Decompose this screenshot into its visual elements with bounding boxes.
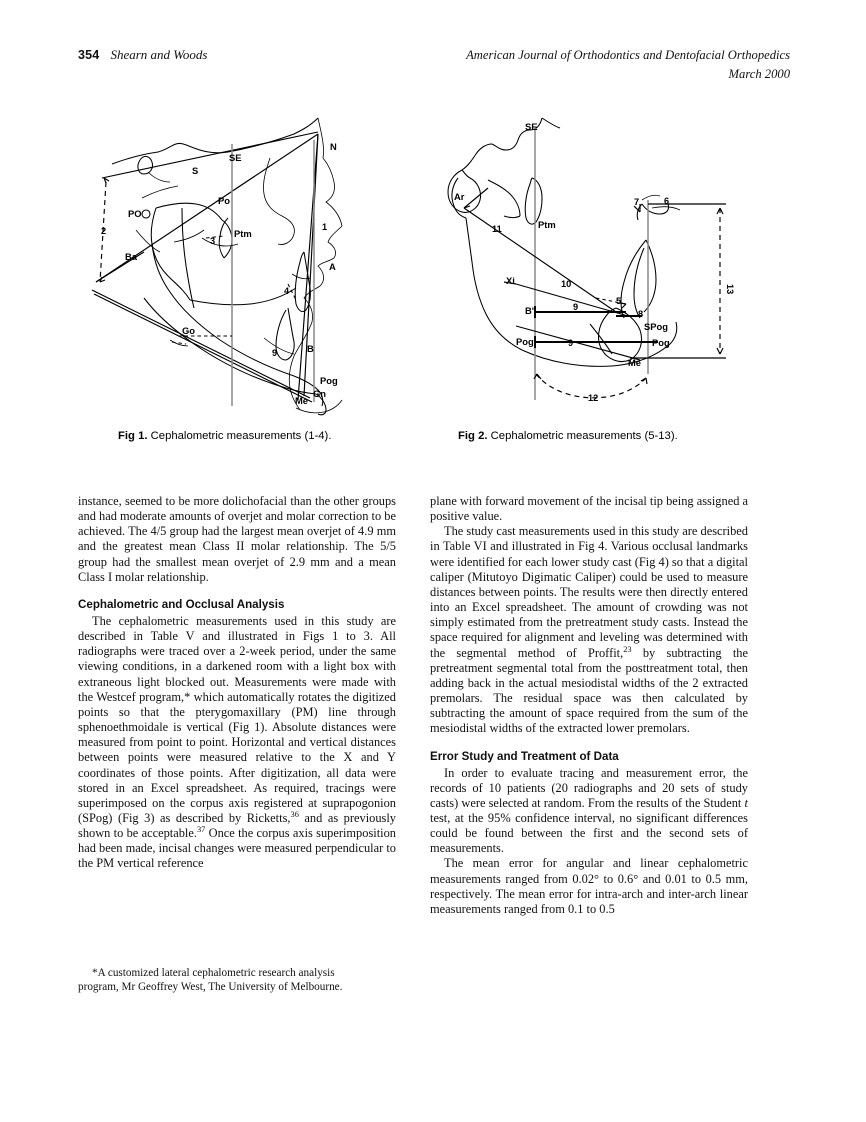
running-head-right bbox=[466, 46, 790, 84]
fig1-number-9: 9 bbox=[272, 348, 278, 358]
figure-2-caption bbox=[458, 430, 678, 442]
para-part-3: Once the corpus axis superimposition had been made, incisal changes were measured perpendicular to the PM vertical reference bbox=[78, 826, 396, 871]
fig1-label-b: B bbox=[307, 343, 314, 354]
fig1-label-pog: Pog bbox=[320, 375, 338, 386]
fig2-number-5: 5 bbox=[616, 296, 622, 306]
right-column bbox=[430, 494, 748, 917]
fig1-number-2: 2 bbox=[101, 226, 107, 236]
figure-2-drawing bbox=[430, 112, 778, 422]
reference-36: 36 bbox=[290, 809, 299, 819]
page-number: 354 bbox=[78, 48, 100, 62]
paragraph-error-evaluation bbox=[430, 766, 748, 857]
fig2-number-10: 10 bbox=[561, 279, 572, 289]
fig2-label-me: Me bbox=[628, 357, 642, 368]
fig1-label-po-upper: PO bbox=[128, 208, 142, 219]
reference-23: 23 bbox=[623, 644, 632, 654]
fig2-label-xi: Xi bbox=[506, 275, 515, 286]
fig1-label-me: Me bbox=[295, 395, 309, 406]
fig1-label-po: Po bbox=[218, 195, 230, 206]
footnote bbox=[78, 966, 396, 994]
figure-1-caption bbox=[118, 430, 331, 442]
fig2-number-11: 11 bbox=[492, 224, 502, 234]
fig1-label-se: SE bbox=[229, 152, 242, 163]
fig2-number-8: 8 bbox=[638, 309, 644, 319]
para-part-2: and as previously shown to be acceptable. bbox=[78, 810, 396, 841]
figure-1-caption-text: Cephalometric measurements (1-4). bbox=[150, 430, 332, 442]
fig2-label-se: SE bbox=[525, 121, 538, 132]
figure-1 bbox=[82, 112, 422, 422]
fig2-number-12: 12 bbox=[588, 393, 599, 403]
fig1-label-n: N bbox=[330, 141, 337, 152]
para3-part-1: In order to evaluate tracing and measurement error, the records of 10 patients (20 radiographs and 20 sets of study casts) were selected at random. From the results of the Student bbox=[430, 765, 748, 810]
fig1-label-a: A bbox=[329, 261, 336, 272]
fig2-number-9: 9 bbox=[573, 302, 579, 312]
figure-2-label: Fig 2. bbox=[458, 430, 488, 442]
running-head bbox=[78, 46, 790, 90]
fig2-label-pog: Pog bbox=[652, 337, 670, 348]
fig2-number-7: 7 bbox=[634, 197, 640, 207]
fig1-label-ptm: Ptm bbox=[234, 228, 252, 239]
paragraph-study-cast-measurements bbox=[430, 524, 748, 736]
para-part-1: The cephalometric measurements used in this study are described in Table V and illustrated in Figs 1 to 3. All radiographs were traced over a 2-week period, under the same viewing conditions, in a darkened room with a light box with extraneous light blocked out. Measurements were made with the Westcef program,* which automatically rotates the digitized points so that the pterygomaxillary (PM) line through sphenoethmoidale is vertical (Fig 1). Absolute distances were measured from point to point. Horizontal and vertical distances between points were measured relative to the X and Y coordinates of those points. After digitization, all data were stored in an Excel spreadsheet. As required, tracings were superimposed on the corpus axis registered at suprapogonion (SPog) (Fig 3) as described by Ricketts, bbox=[78, 613, 396, 825]
footnote-line-1: *A customized lateral cephalometric research analysis bbox=[92, 967, 335, 979]
fig2-number-9b: 9 bbox=[568, 338, 574, 348]
running-head-left bbox=[78, 46, 208, 64]
reference-37: 37 bbox=[196, 825, 206, 834]
fig2-label-pog-prime: Pog' bbox=[516, 336, 536, 347]
paragraph-plane-forward-movement: plane with forward movement of the incisal tip being assigned a positive value. bbox=[430, 494, 748, 524]
figures-band bbox=[78, 112, 790, 467]
fig2-number-13: 13 bbox=[725, 284, 735, 295]
left-column bbox=[78, 494, 396, 872]
figure-2 bbox=[430, 112, 778, 422]
fig1-label-gn: Gn bbox=[313, 388, 327, 399]
fig1-label-s: S bbox=[192, 165, 199, 176]
figure-1-drawing bbox=[82, 112, 422, 422]
fig1-number-1: 1 bbox=[322, 222, 328, 232]
footnote-line-2: program, Mr Geoffrey West, The University of Melbourne. bbox=[78, 981, 343, 993]
journal-title: American Journal of Orthodontics and Dentofacial Orthopedics bbox=[466, 48, 790, 62]
fig2-label-spog: SPog bbox=[644, 321, 668, 332]
subhead-cephalometric-occlusal-analysis: Cephalometric and Occlusal Analysis bbox=[78, 597, 285, 611]
paragraph-cephalometric-methods bbox=[78, 614, 396, 872]
fig2-label-ptm: Ptm bbox=[538, 219, 556, 230]
paragraph-mean-error: The mean error for angular and linear cephalometric measurements ranged from 0.02° to 0.6° and 0.01 to 0.5 mm, respectively. The mean error for intra-arch and inter-arch linear measurements ranged from 0.1 to 0.5 bbox=[430, 856, 748, 916]
fig1-label-ba: Ba bbox=[125, 251, 137, 262]
figure-2-caption-text: Cephalometric measurements (5-13). bbox=[490, 430, 678, 442]
para3-part-2: test, at the 95% confidence interval, no significant differences could be found between the first and the second sets of measurements. bbox=[430, 810, 748, 856]
statistic-t: t bbox=[744, 795, 748, 810]
fig1-label-go: Go bbox=[182, 325, 196, 336]
para2-part-1: The study cast measurements used in this study are described in Table VI and illustrated in Fig 4. Various occlusal landmarks were identified for each lower study cast (Fig 4) so that a digital caliper (Mitutoyo Digimatic Caliper) could be used to measure distances between points. The results were then directly entered into an Excel spreadsheet. The amount of crowding was not simply estimated from the pretreatment study casts. Instead the space required for alignment and leveling was determined with the segmental method of Proffit, bbox=[430, 524, 748, 660]
fig2-label-b-prime: B' bbox=[525, 305, 534, 316]
paragraph-instance: instance, seemed to be more dolichofacial than the other groups and had moderate amounts of overjet and molar correction to be achieved. The 4/5 group had the largest mean overjet of 4.9 mm and the greatest mean Class II molar relationship. The 5/5 group had the smallest mean overjet of 2.9 mm and a mean Class I molar relationship. bbox=[78, 494, 396, 584]
fig2-number-6: 6 bbox=[664, 196, 670, 206]
running-head-authors: Shearn and Woods bbox=[110, 47, 208, 62]
para2-part-2: by subtracting the pretreatment segmental total from the posttreatment total, then adding back in the actual mesiodistal widths of the 2 extracted premolars. The residual space was then calculated by subtracting the amount of space required from the sum of the mesiodistal widths of the extracted lower premolars. bbox=[430, 645, 748, 736]
fig1-number-3: 3 bbox=[210, 236, 216, 246]
fig1-number-4: 4 bbox=[284, 286, 290, 296]
figure-1-label: Fig 1. bbox=[118, 430, 148, 442]
fig2-label-ar: Ar bbox=[454, 191, 465, 202]
subhead-error-study-treatment-of-data: Error Study and Treatment of Data bbox=[430, 749, 619, 763]
issue-date: March 2000 bbox=[728, 67, 790, 81]
